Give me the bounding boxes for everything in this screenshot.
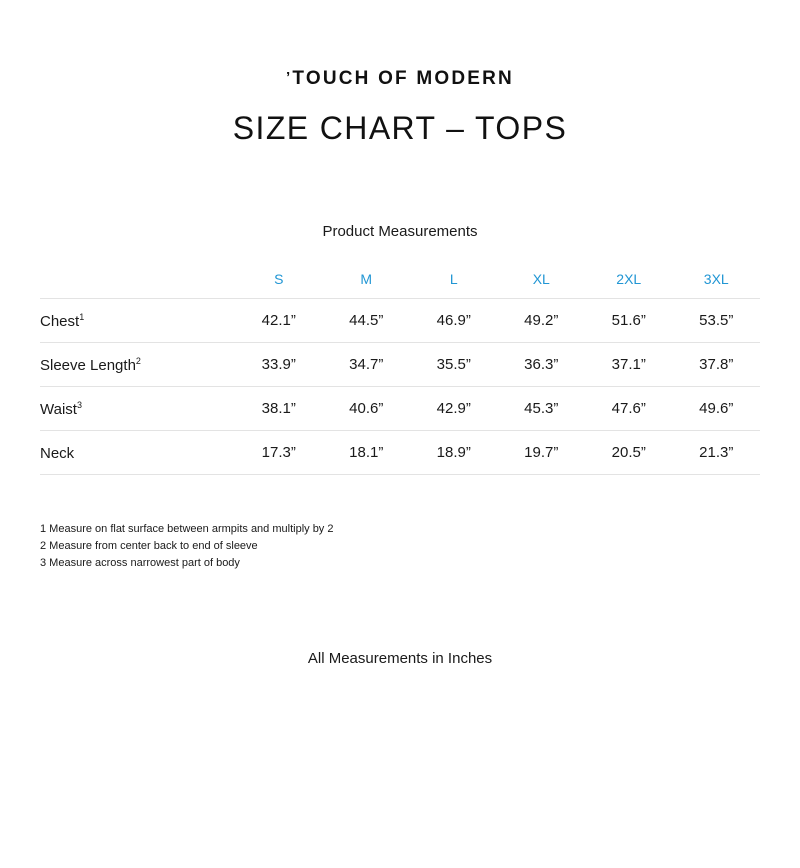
table-head (40, 260, 760, 299)
brand-name: TOUCH OF MODERN (292, 68, 514, 89)
footnote-3: 3 Measure across narrowest part of body (40, 557, 240, 570)
row-label-waist (40, 387, 235, 431)
footnote-1: 1 Measure on flat surface between armpits and multiply by 2 (40, 523, 334, 535)
cell-chest-3xl: 53.5” (699, 312, 734, 329)
size-table (40, 260, 760, 475)
cell-sleeve-2xl: 37.1” (611, 356, 646, 373)
cell-neck-xl: 19.7” (524, 444, 559, 461)
header-cell-s: S (274, 271, 284, 287)
cell-neck-s: 17.3” (261, 444, 296, 461)
cell-sleeve-s: 33.9” (261, 356, 296, 373)
cell-waist-l: 42.9” (436, 400, 471, 417)
row-label-text: Sleeve Length (40, 356, 136, 374)
cell-waist-3xl: 49.6” (699, 400, 734, 417)
page-title: SIZE CHART – TOPS (232, 110, 568, 146)
row-label-text: Waist (40, 400, 77, 418)
header-cell-label (40, 260, 235, 299)
row-footnote-marker: 2 (135, 355, 141, 366)
cell-sleeve-m: 34.7” (349, 356, 384, 373)
table-row (40, 387, 760, 431)
row-label-text: Neck (40, 444, 75, 462)
cell-waist-m: 40.6” (349, 400, 384, 417)
cell-neck-3xl: 21.3” (699, 444, 734, 461)
cell-sleeve-l: 35.5” (436, 356, 471, 373)
cell-chest-l: 46.9” (436, 312, 471, 329)
footnotes (40, 521, 800, 572)
cell-chest-m: 44.5” (349, 312, 384, 329)
header-cell-xl: XL (532, 271, 550, 287)
row-label-sleeve-length (40, 343, 235, 387)
cell-sleeve-xl: 36.3” (524, 356, 559, 373)
row-label-neck (40, 431, 235, 475)
table-row (40, 299, 760, 343)
section-label: Product Measurements (322, 223, 478, 240)
cell-neck-l: 18.9” (436, 444, 471, 461)
cell-waist-xl: 45.3” (524, 400, 559, 417)
cell-waist-2xl: 47.6” (611, 400, 646, 417)
cell-sleeve-3xl: 37.8” (699, 356, 734, 373)
header-cell-3xl: 3XL (703, 271, 729, 287)
cell-chest-xl: 49.2” (524, 312, 559, 329)
size-chart-page (0, 68, 800, 868)
footer-note: All Measurements in Inches (307, 650, 493, 668)
brand-apostrophe: ’ (286, 69, 293, 86)
cell-chest-2xl: 51.6” (611, 312, 646, 329)
brand-wordmark (0, 68, 800, 90)
row-label-text: Chest (40, 312, 80, 330)
row-footnote-marker: 1 (79, 311, 85, 322)
cell-neck-m: 18.1” (349, 444, 384, 461)
cell-neck-2xl: 20.5” (611, 444, 646, 461)
header-cell-m: M (360, 271, 373, 287)
header-cell-l: L (449, 271, 458, 287)
table-row (40, 343, 760, 387)
cell-waist-s: 38.1” (261, 400, 296, 417)
row-footnote-marker: 3 (76, 399, 82, 410)
row-label-chest (40, 299, 235, 343)
table-header-row (40, 260, 760, 299)
table-body (40, 299, 760, 475)
cell-chest-s: 42.1” (261, 312, 296, 329)
footnote-2: 2 Measure from center back to end of sleeve (40, 540, 258, 553)
size-table-container (40, 260, 760, 475)
table-row (40, 431, 760, 475)
header-cell-2xl: 2XL (616, 271, 642, 287)
